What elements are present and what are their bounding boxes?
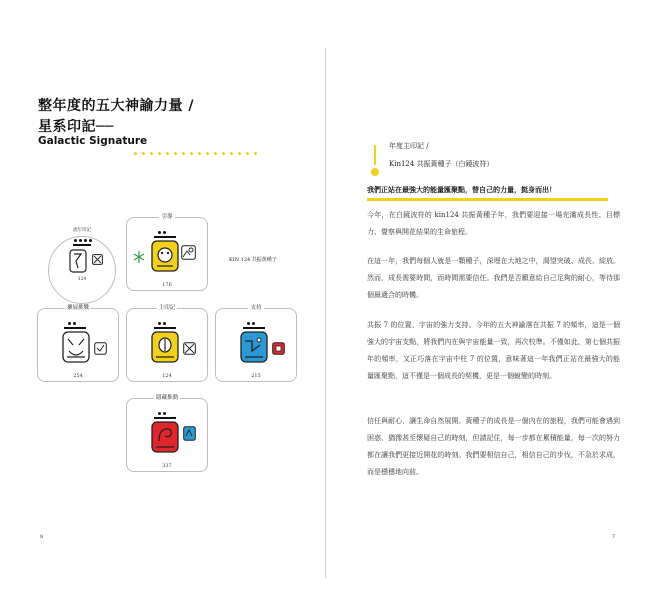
main-tone-icon <box>183 342 196 355</box>
blue-eagle-glyph-icon <box>240 331 268 363</box>
paragraph-1: 今年，在白鏡波符的 kin124 共振黃種子年，我們要迎接一場充滿成長性、目標力、覺察與開花結果的生命旅程。 <box>367 211 620 236</box>
kin-circle-number: 124 <box>77 277 87 282</box>
blue-tone-icon <box>183 426 196 441</box>
main-label: 主印記 <box>158 305 176 311</box>
occult-number: 337 <box>162 463 172 469</box>
antipode-card <box>37 305 119 382</box>
highlight-heading: 我們正站在最強大的能量匯聚點，替自己的力量，挺身而出！ <box>367 184 608 201</box>
left-page-number: 8 <box>40 534 44 540</box>
antipode-tone-dots <box>68 322 76 325</box>
kin-tone-bar <box>73 244 91 246</box>
main-card <box>126 305 208 382</box>
page-gutter <box>325 48 326 578</box>
antipode-number: 254 <box>73 373 83 379</box>
page-title: 整年度的五大神諭力量 / <box>38 98 194 114</box>
guide-label: 引導 <box>161 214 173 220</box>
yellow-accent-dot <box>371 168 379 176</box>
main-tone-bar <box>154 327 176 329</box>
main-tone-dots <box>158 322 166 325</box>
yellow-seed-glyph-icon <box>151 331 179 363</box>
red-tone-icon <box>272 342 285 355</box>
yellow-sun-glyph-icon <box>151 240 179 272</box>
guide-tone-dots <box>158 231 166 234</box>
analog-tone-bar <box>243 327 265 329</box>
yellow-accent-bar <box>374 145 376 165</box>
yearly-kin-circle <box>48 228 116 304</box>
paragraph-2: 在這一年，我們每個人就是一顆種子，深埋在大地之中，渴望突破、成長、綻放。然而，成長需要時間，而時間需要信任。我們是否願意給自己足夠的耐心，等待那個最適合的時機。 <box>367 257 620 299</box>
occult-card <box>126 395 208 472</box>
dotted-line-decoration <box>134 152 257 155</box>
left-page <box>0 0 327 609</box>
analog-number: 215 <box>251 373 261 379</box>
main-number: 124 <box>162 373 172 379</box>
guide-card <box>126 214 208 291</box>
analog-label: 支持 <box>250 305 262 311</box>
guide-tone-bar <box>154 236 176 238</box>
white-wind-glyph-icon <box>62 331 90 363</box>
guide-tone-icon <box>181 245 196 260</box>
green-star-icon <box>133 250 145 264</box>
kin-title-side-text: KIN 124 共振黃種子 <box>229 257 277 263</box>
kin-circle-label: 流年印記 <box>73 228 91 233</box>
antipode-tone-icon <box>94 342 107 355</box>
right-page-number: 7 <box>612 534 616 540</box>
page-title-english: Galactic Signature <box>38 135 148 147</box>
paragraph-3: 共振 7 的位置、宇宙的強力支持。今年的五大神諭落在共振 7 的頻率，這是一個強大的宇宙支點，將我們內在與宇宙能量一致，再次校準。不僅如此，第七個共振年的頻率，又正巧落在宇宙中柱 7 的位置，意味著這一年我們正站在最強大的能量匯聚點，這不僅是一個成長的契機，更是一個蛻變的時刻。 <box>367 321 620 380</box>
kin-tone-dots <box>74 239 92 242</box>
page-subtitle: 星系印記── <box>38 119 114 135</box>
mirror-tone-icon <box>92 254 103 265</box>
paragraph-4: 信任與耐心、讓生命自然展開。黃種子的成長是一個內在的旅程，我們可能會遇到困惑、猶豫甚至懷疑自己的時刻，但請記住，每一步都在累積能量，每一次的努力都在讓我們更接近開花的時刻。我們要相信自己，相信自己的步伐，不急於求成，而是穩穩地向前。 <box>367 417 620 476</box>
occult-label: 隱藏推動 <box>155 395 178 401</box>
antipode-label: 擴展挑戰 <box>66 305 89 311</box>
yearly-main-seal-label: 年度主印記 / <box>389 142 429 150</box>
occult-tone-bar <box>154 417 176 419</box>
analog-card <box>215 305 297 382</box>
guide-number: 176 <box>162 282 172 288</box>
seed-glyph-icon <box>69 249 87 273</box>
red-serpent-glyph-icon <box>151 421 179 453</box>
analog-tone-dots <box>247 322 255 325</box>
antipode-tone-bar <box>64 327 86 329</box>
kin-name-label: Kin124 共振黃種子（白鏡波符） <box>389 160 494 168</box>
occult-tone-dots <box>158 412 166 415</box>
